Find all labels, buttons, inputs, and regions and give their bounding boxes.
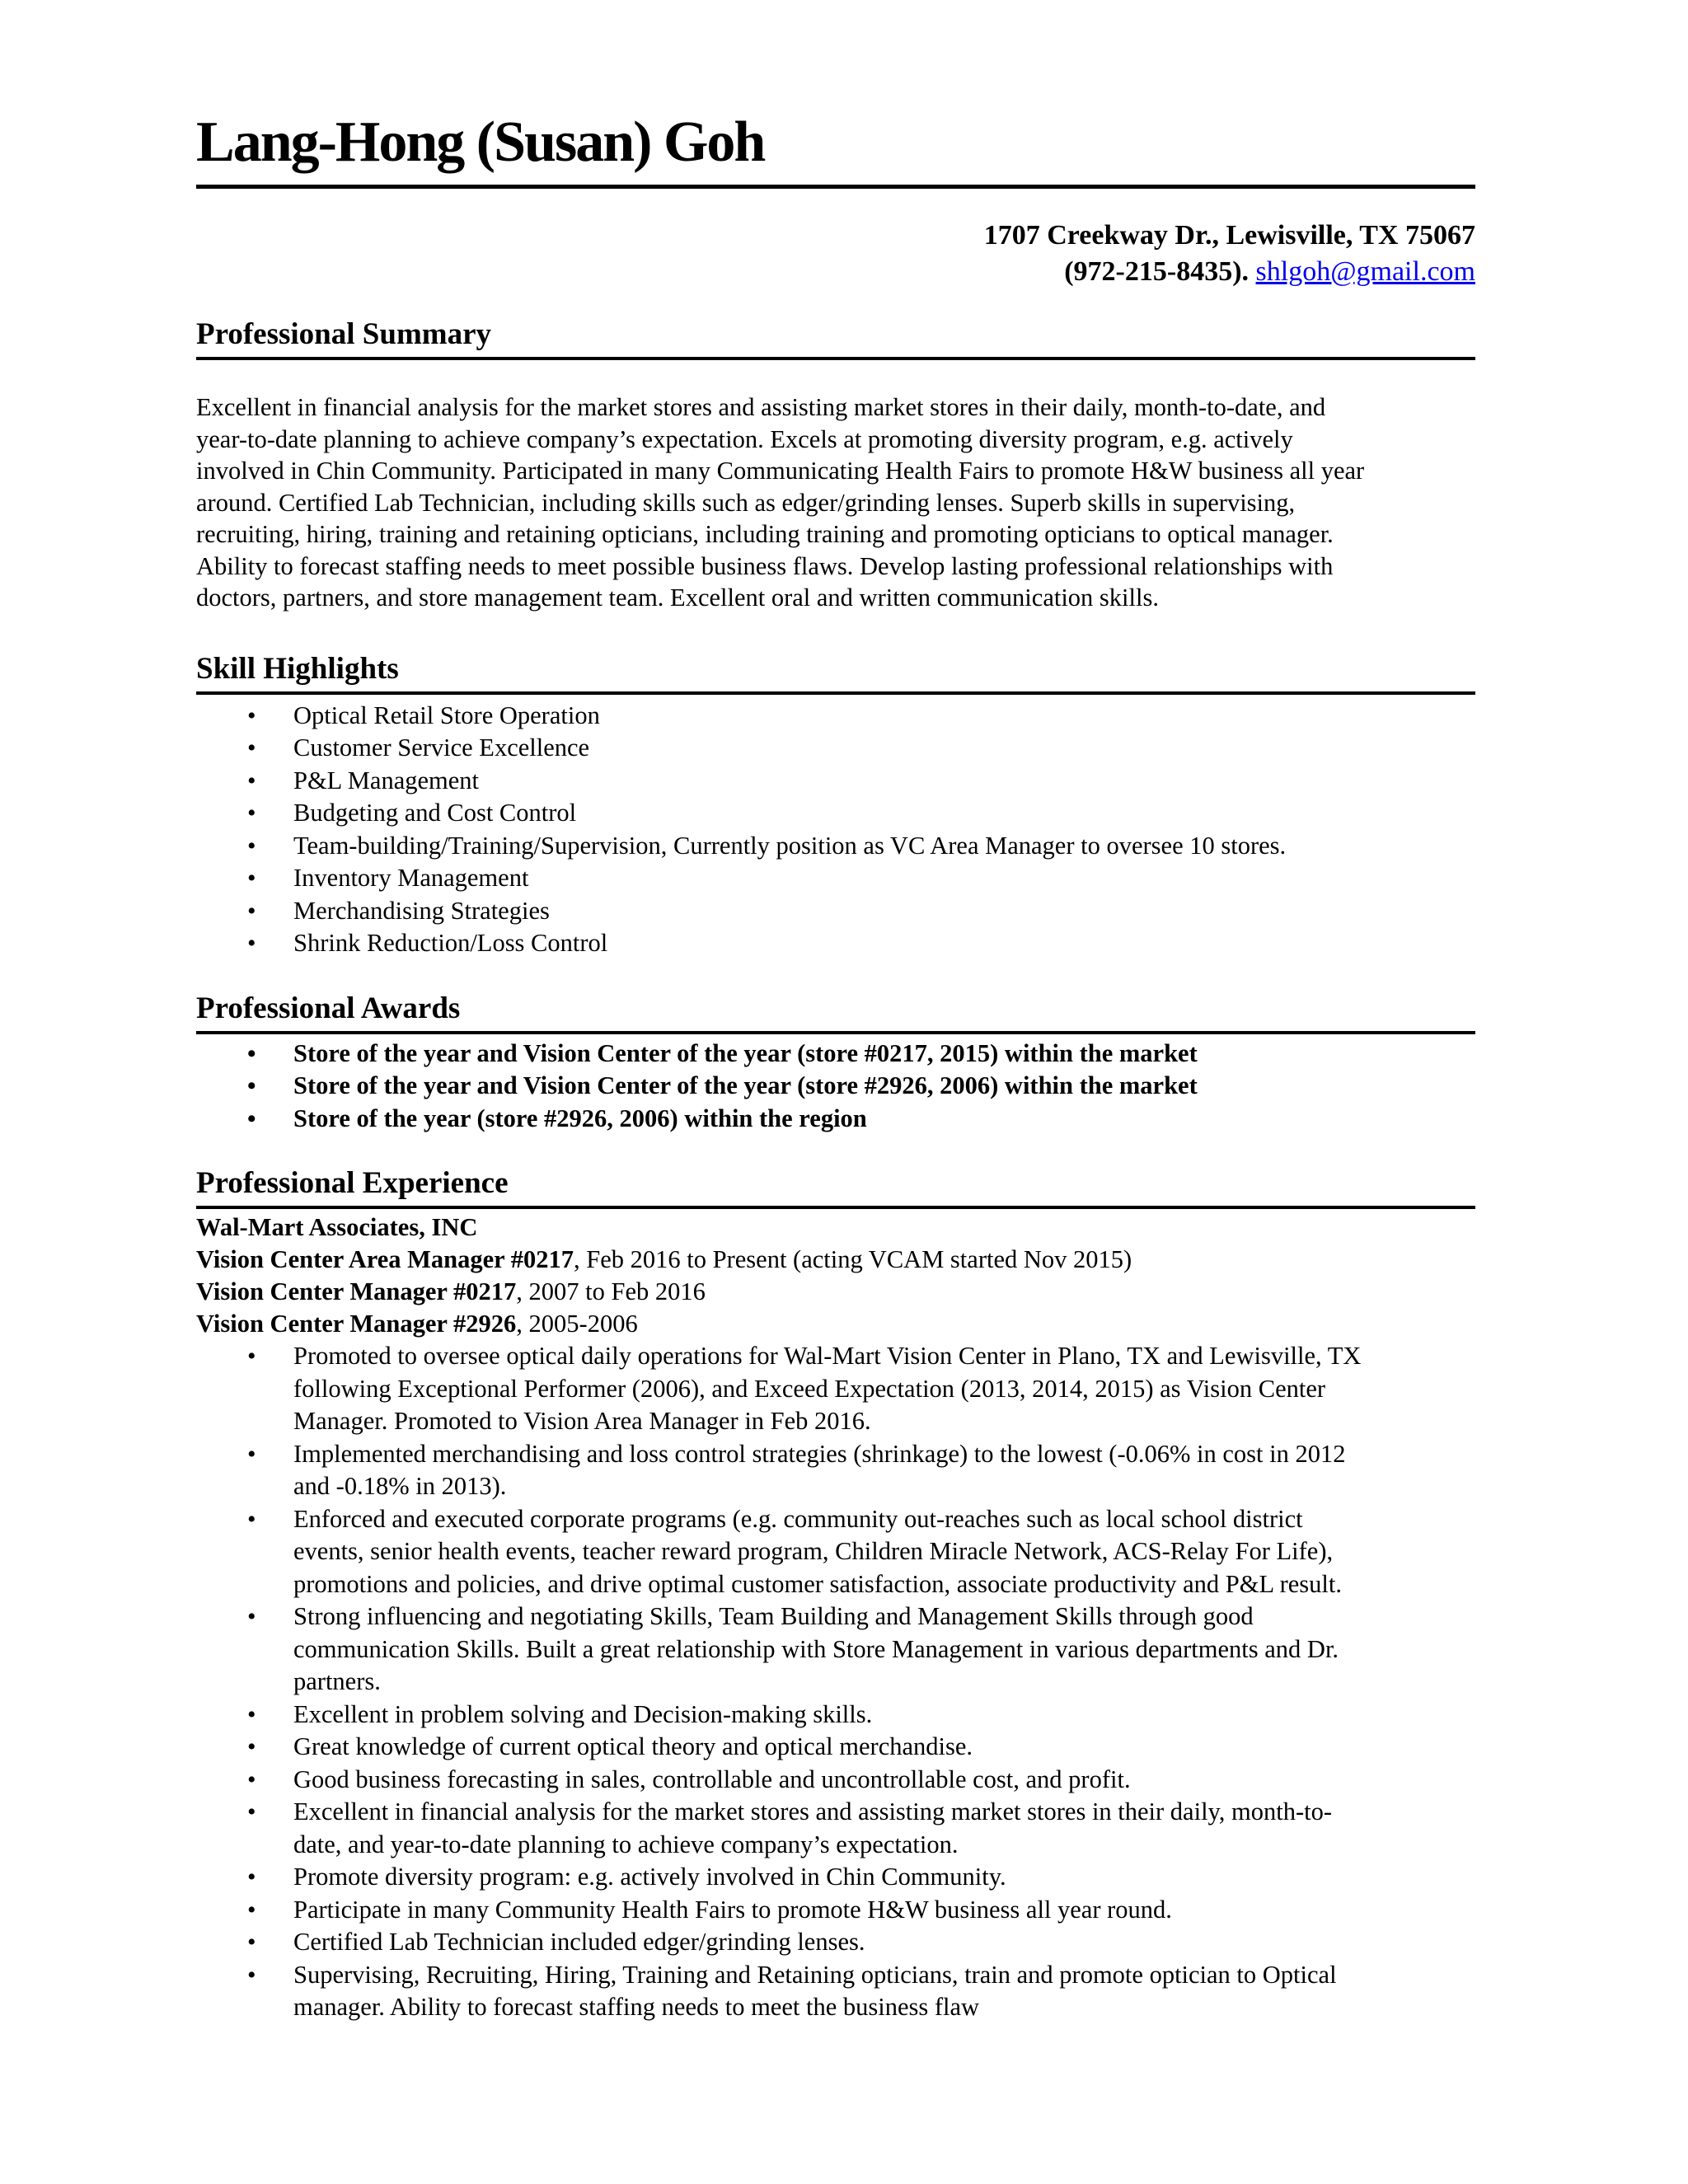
bullet-icon: • [247,1863,256,1891]
bullet-line: partners. [293,1667,381,1695]
bullet-icon: • [247,1733,256,1760]
bullet-icon: • [247,734,256,762]
summary-line: Excellent in financial analysis for the market stores and assisting market stores in their daily, month-to-date, and [196,393,1326,421]
list-item [196,765,1475,798]
list-item [196,1699,1475,1732]
role-line [196,1244,1475,1276]
bullet-line: Promoted to oversee optical daily operations for Wal-Mart Vision Center in Plano, TX and Lewisville, TX [293,1342,1362,1370]
list-item [196,732,1475,765]
bullet-icon: • [247,766,256,794]
bullet-line: date, and year-to-date planning to achieve company’s expectation. [293,1830,959,1858]
company-name: Wal-Mart Associates, INC [196,1213,478,1241]
skill-text: Budgeting and Cost Control [293,799,577,827]
bullet-icon: • [247,897,256,925]
bullet-icon: • [247,1765,256,1793]
resume-page [196,110,1475,2024]
summary-line: recruiting, hiring, training and retaining opticians, including training and promoting opticians to optical manager. [196,520,1334,548]
bullet-icon: • [247,1798,256,1825]
list-item [196,895,1475,928]
award-text: Store of the year and Vision Center of the year (store #2926, 2006) within the market [293,1071,1198,1099]
role-title: Vision Center Manager #0217 [196,1277,517,1305]
bullet-line: Enforced and executed corporate programs (e.g. community out-reaches such as local school district [293,1504,1303,1533]
list-item [196,1103,1475,1136]
skill-text: Inventory Management [293,864,529,892]
list-item [196,1731,1475,1764]
candidate-name: Lang-Hong (Susan) Goh [196,114,1475,189]
bullet-line: Certified Lab Technician included edger/grinding lenses. [293,1928,865,1956]
bullet-icon: • [247,1961,256,1989]
experience-list [196,1340,1475,2024]
list-item [196,830,1475,863]
role-title: Vision Center Area Manager #0217 [196,1245,574,1273]
bullet-icon: • [247,1700,256,1728]
list-item [196,1340,1475,1438]
bullet-icon: • [247,1104,256,1132]
list-item [196,797,1475,830]
skill-text: Merchandising Strategies [293,896,550,925]
summary-line: around. Certified Lab Technician, including skills such as edger/grinding lenses. Superb skills in supervising, [196,488,1296,517]
summary-line: doctors, partners, and store management team. Excellent oral and written communication skills. [196,583,1159,612]
email-link[interactable]: shlgoh@gmail.com [1255,256,1475,287]
skill-text: Team-building/Training/Supervision, Currently position as VC Area Manager to oversee 10 stores. [293,831,1287,860]
list-item [196,1601,1475,1699]
summary-line: involved in Chin Community. Participated in many Communicating Health Fairs to promote H&W business all year [196,457,1365,485]
role-dates: , Feb 2016 to Present (acting VCAM started Nov 2015) [574,1245,1132,1273]
skill-text: P&L Management [293,766,480,794]
summary-line: Ability to forecast staffing needs to meet possible business flaws. Develop lasting professional relationships with [196,551,1334,580]
list-item [196,1038,1475,1071]
contact-block [196,218,1475,290]
bullet-line: Excellent in financial analysis for the market stores and assisting market stores in their daily, month-to- [293,1797,1333,1825]
list-item [196,1503,1475,1601]
list-item [196,862,1475,895]
summary-text [196,391,1475,614]
skill-text: Shrink Reduction/Loss Control [293,929,608,957]
bullet-line: Strong influencing and negotiating Skills, Team Building and Management Skills through good [293,1602,1254,1630]
bullet-icon: • [247,1603,256,1630]
list-item [196,927,1475,960]
bullet-icon: • [247,1440,256,1468]
experience-block [196,1212,1475,1340]
bullet-icon: • [247,832,256,860]
bullet-line: and -0.18% in 2013). [293,1472,507,1500]
bullet-line: promotions and policies, and drive optimal customer satisfaction, associate productivity and P&L result. [293,1569,1342,1598]
bullet-icon: • [247,865,256,892]
role-title: Vision Center Manager #2926 [196,1310,517,1338]
bullet-line: Great knowledge of current optical theory and optical merchandise. [293,1732,973,1760]
award-text: Store of the year (store #2926, 2006) within the region [293,1104,867,1132]
bullet-icon: • [247,701,256,729]
bullet-icon: • [247,1505,256,1533]
list-item [196,1894,1475,1927]
bullet-line: Excellent in problem solving and Decision-making skills. [293,1699,873,1728]
bullet-icon: • [247,1039,256,1067]
summary-heading: Professional Summary [196,319,1475,360]
list-item [196,1438,1475,1503]
skills-list [196,700,1475,960]
bullet-line: Participate in many Community Health Fairs to promote H&W business all year round. [293,1895,1172,1924]
bullet-icon: • [247,1929,256,1956]
bullet-line: Supervising, Recruiting, Hiring, Training and Retaining opticians, train and promote optician to Optical [293,1960,1337,1989]
bullet-line: following Exceptional Performer (2006), and Exceed Expectation (2013, 2014, 2015) as Vision Center [293,1374,1326,1403]
experience-heading: Professional Experience [196,1168,1475,1209]
bullet-line: communication Skills. Built a great relationship with Store Management in various departments and Dr. [293,1634,1339,1663]
bullet-icon: • [247,1896,256,1924]
skills-heading: Skill Highlights [196,654,1475,695]
skill-text: Optical Retail Store Operation [293,701,600,729]
awards-heading: Professional Awards [196,993,1475,1034]
role-line [196,1276,1475,1308]
bullet-icon: • [247,1343,256,1370]
awards-list [196,1038,1475,1136]
skill-text: Customer Service Excellence [293,733,590,762]
bullet-line: events, senior health events, teacher reward program, Children Miracle Network, ACS-Relay For Life), [293,1537,1334,1565]
role-dates: , 2005-2006 [516,1310,638,1338]
bullet-line: Good business forecasting in sales, controllable and uncontrollable cost, and profit. [293,1765,1131,1793]
list-item [196,1796,1475,1861]
list-item [196,1926,1475,1959]
phone-email-line [196,254,1475,290]
list-item [196,1861,1475,1894]
bullet-line: Manager. Promoted to Vision Area Manager in Feb 2016. [293,1407,871,1435]
bullet-line: manager. Ability to forecast staffing needs to meet the business flaw [293,1993,980,2021]
bullet-line: Implemented merchandising and loss control strategies (shrinkage) to the lowest (-0.06% in cost in 2012 [293,1439,1346,1468]
role-line [196,1308,1475,1340]
bullet-icon: • [247,1072,256,1099]
address: 1707 Creekway Dr., Lewisville, TX 75067 [983,220,1475,251]
list-item [196,700,1475,733]
phone: (972-215-8435). [1064,256,1250,287]
list-item [196,1764,1475,1797]
award-text: Store of the year and Vision Center of the year (store #0217, 2015) within the market [293,1038,1198,1067]
role-dates: , 2007 to Feb 2016 [516,1277,706,1305]
list-item [196,1959,1475,2024]
bullet-icon: • [247,930,256,957]
list-item [196,1070,1475,1103]
bullet-icon: • [247,799,256,827]
bullet-line: Promote diversity program: e.g. actively involved in Chin Community. [293,1863,1006,1891]
summary-line: year-to-date planning to achieve company’s expectation. Excels at promoting diversity program, e.g. actively [196,424,1293,453]
